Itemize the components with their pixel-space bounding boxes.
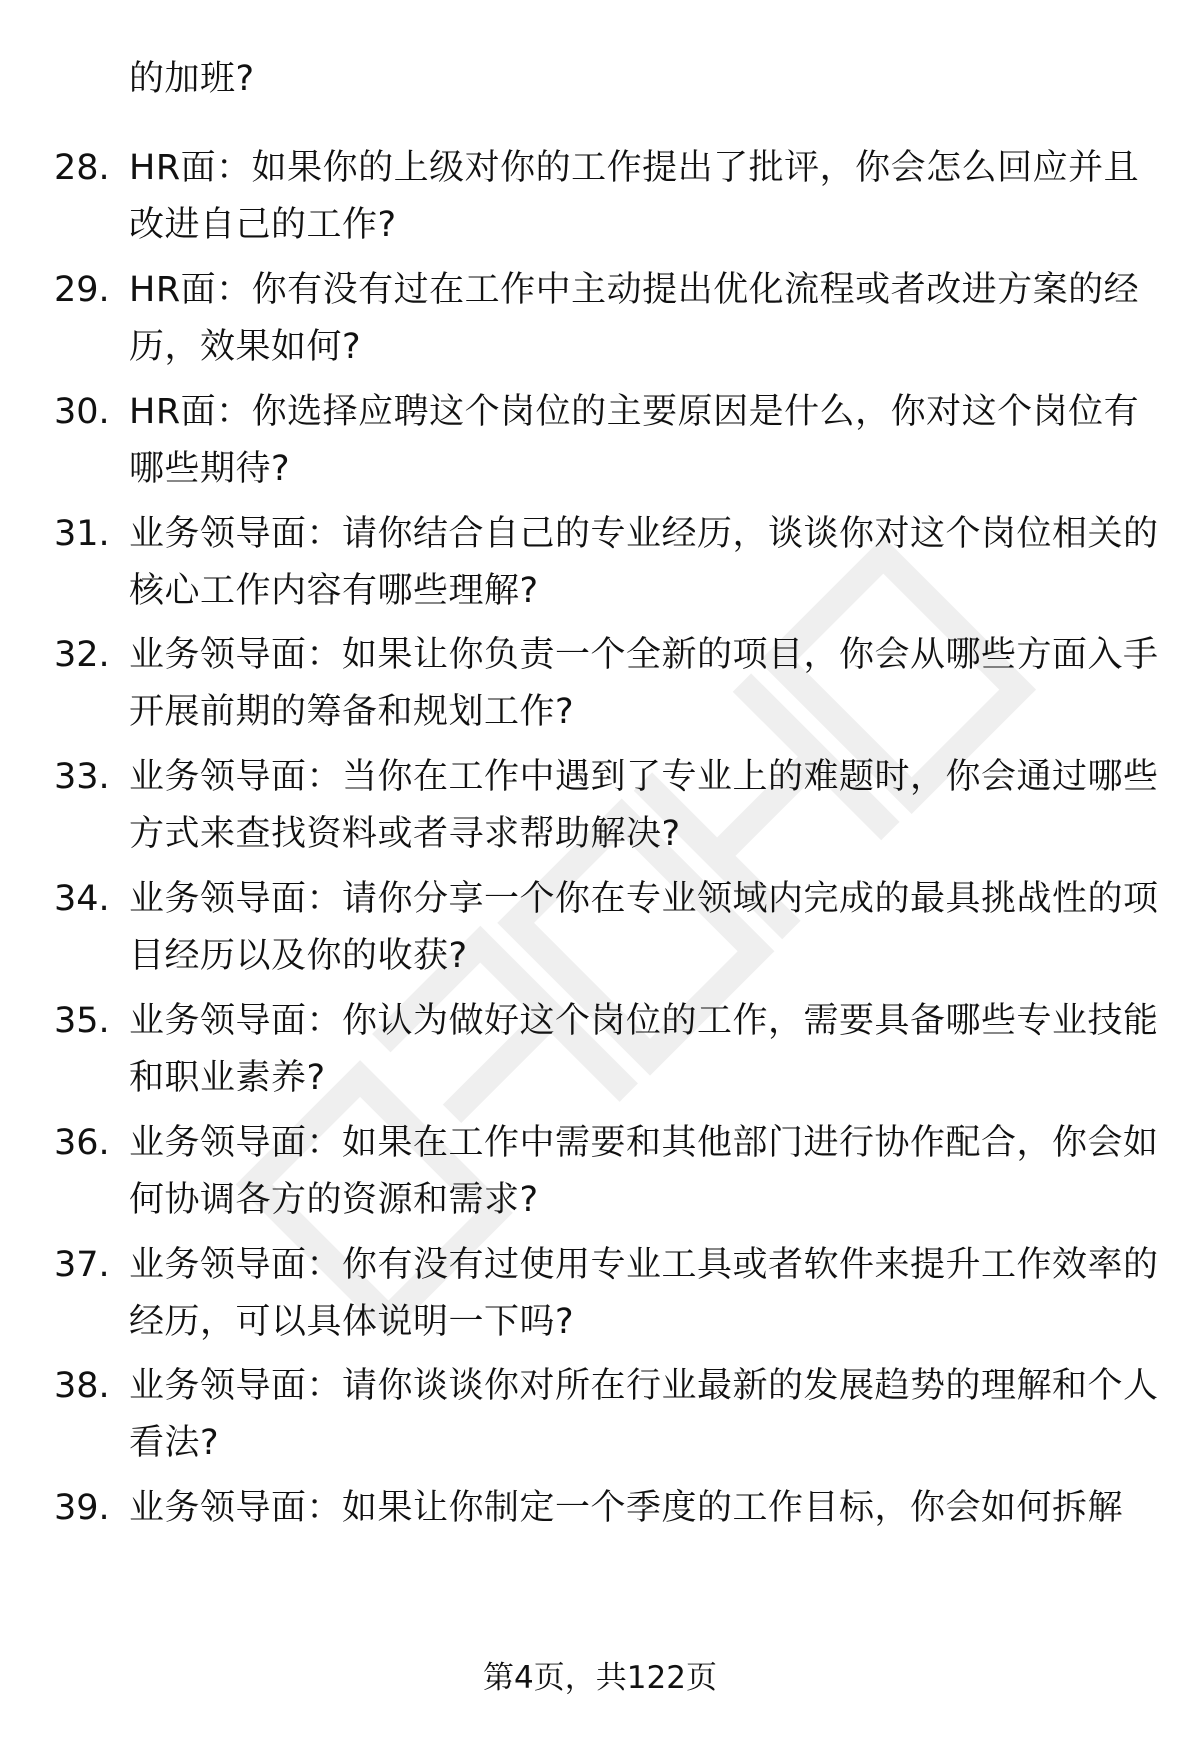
question-number: 37. — [54, 1245, 110, 1285]
question-text: 业务领导面：如果在工作中需要和其他部门进行协作配合，你会如何协调各方的资源和需求? — [129, 1123, 1159, 1220]
question-text: 业务领导面：如果让你负责一个全新的项目，你会从哪些方面入手开展前期的筹备和规划工作? — [129, 635, 1159, 732]
question-text: 业务领导面：当你在工作中遇到了专业上的难题时，你会通过哪些方式来查找资料或者寻求帮助解决? — [129, 757, 1159, 854]
question-number: 34. — [54, 879, 110, 919]
question-number: 33. — [54, 757, 110, 797]
question-number: 32. — [54, 635, 110, 675]
question-number: 38. — [54, 1366, 110, 1406]
question-number: 29. — [54, 270, 110, 310]
question-text: HR面：你选择应聘这个岗位的主要原因是什么，你对这个岗位有哪些期待? — [129, 392, 1140, 489]
question-number: 31. — [54, 514, 110, 554]
question-number: 39. — [54, 1488, 110, 1528]
question-text: 业务领导面：如果让你制定一个季度的工作目标，你会如何拆解 — [129, 1488, 1124, 1528]
question-number: 36. — [54, 1123, 110, 1163]
question-text: 业务领导面：你有没有过使用专业工具或者软件来提升工作效率的经历，可以具体说明一下吗? — [129, 1245, 1159, 1342]
question-text: 的加班? — [129, 59, 255, 99]
question-number: 35. — [54, 1001, 110, 1041]
question-text: HR面：你有没有过在工作中主动提出优化流程或者改进方案的经历，效果如何? — [129, 270, 1140, 367]
question-text: 业务领导面：你认为做好这个岗位的工作，需要具备哪些专业技能和职业素养? — [129, 1001, 1159, 1098]
question-number: 28. — [54, 148, 110, 188]
page-indicator: 第4页，共122页 — [483, 1660, 717, 1696]
question-number: 30. — [54, 392, 110, 432]
question-text: 业务领导面：请你谈谈你对所在行业最新的发展趋势的理解和个人看法? — [129, 1366, 1159, 1463]
question-text: 业务领导面：请你分享一个你在专业领域内完成的最具挑战性的项目经历以及你的收获? — [129, 879, 1159, 976]
question-text: 业务领导面：请你结合自己的专业经历，谈谈你对这个岗位相关的核心工作内容有哪些理解? — [129, 514, 1159, 611]
question-text: HR面：如果你的上级对你的工作提出了批评，你会怎么回应并且改进自己的工作? — [129, 148, 1140, 245]
